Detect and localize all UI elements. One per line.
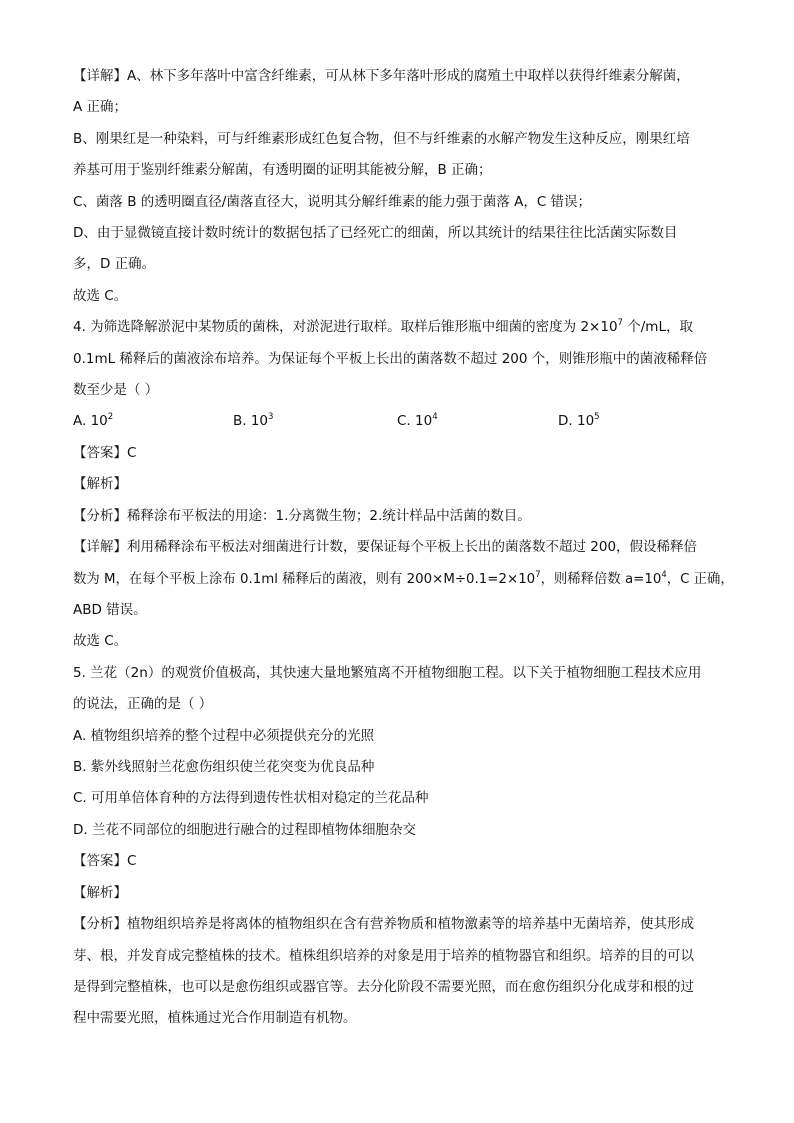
q5-analysis-line: 【分析】植物组织培养是将离体的植物组织在含有营养物质和植物激素等的培养基中无菌培养，使其形成 [73,916,694,932]
q5-option-b: B. 紫外线照射兰花愈伤组织使兰花突变为优良品种 [73,759,375,775]
text-line: D、由于显微镜直接计数时统计的数据包括了已经死亡的细菌，所以其统计的结果往往比活菌实际数目 [73,225,678,241]
q5-analysis-heading: 【解析】 [73,885,127,901]
question-5-stem-line: 的说法，正确的是（ ） [73,696,213,712]
text-line: 故选 C。 [73,288,128,304]
text-line: 【详解】A、林下多年落叶中富含纤维素，可从林下多年落叶形成的腐殖土中取样以获得纤维素分解菌， [73,68,690,84]
question-4-stem-line: 0.1mL 稀释后的菌液涂布培养。为保证每个平板上长出的菌落数不超过 200 个，则锥形瓶中的菌液稀释倍 [73,351,708,367]
q4-option-c: C. $10^4$ [397,411,438,429]
q5-option-c: C. 可用单倍体育种的方法得到遗传性状相对稳定的兰花品种 [73,790,429,806]
text-line: A 正确； [73,99,128,115]
question-4-stem-line: 数至少是（ ） [73,382,159,398]
text-line: B、刚果红是一种染料，可与纤维素形成红色复合物，但不与纤维素的水解产物发生这种反应，刚果红培 [73,131,690,147]
q4-choose: 故选 C。 [73,633,128,649]
q5-analysis-line: 是得到完整植株，也可以是愈伤组织或器官等。去分化阶段不需要光照，而在愈伤组织分化成芽和根的过 [73,979,694,995]
q4-detail-line: ABD 错误。 [73,602,147,618]
q4-text: 4. 为筛选降解淤泥中某物质的菌株，对淤泥进行取样。取样后锥形瓶中细菌的密度为 2×10 [73,319,618,335]
text-line: 养基可用于鉴别纤维素分解菌，有透明圈的证明其能被分解，B 正确； [73,162,492,178]
q5-answer: 【答案】C [73,853,137,869]
q5-option-d: D. 兰花不同部位的细胞进行融合的过程即植物体细胞杂交 [73,822,416,838]
q4-text: 个/mL，取 [622,319,693,335]
question-5-stem-line: 5. 兰花（2n）的观赏价值极高，其快速大量地繁殖离不开植物细胞工程。以下关于植物细胞工程技术应用 [73,665,702,681]
q4-analysis: 【分析】稀释涂布平板法的用途：1.分离微生物；2.统计样品中活菌的数目。 [73,508,531,524]
q4-detail-line: 【详解】利用稀释涂布平板法对细菌进行计数，要保证每个平板上长出的菌落数不超过 200，假设稀释倍 [73,539,698,555]
q4-answer: 【答案】C [73,445,137,461]
q5-option-a: A. 植物组织培养的整个过程中必须提供充分的光照 [73,728,375,744]
text-line: 多，D 正确。 [73,256,156,272]
q4-exponent: 7 [617,317,623,328]
q4-option-b: B. $10^3$ [233,411,274,429]
question-4-stem-line [73,318,693,336]
q5-analysis-line: 程中需要光照，植株通过光合作用制造有机物。 [73,1010,357,1026]
text-line: C、菌落 B 的透明圈直径/菌落直径大，说明其分解纤维素的能力强于菌落 A，C 错误； [73,194,592,210]
q4-option-d: D. $10^5$ [558,411,600,429]
q5-analysis-line: 芽、根，并发育成完整植株的技术。植株组织培养的对象是用于培养的植物器官和组织。培养的目的可以 [73,948,694,964]
q4-option-a: A. $10^2$ [73,411,114,429]
q4-analysis-heading: 【解析】 [73,476,127,492]
q4-detail-line: 数为 M，在每个平板上涂布 0.1ml 稀释后的菌液，则有 $200\times M\div 0.1=2\times 10^7$，则稀释倍数 $a=10^4$，C 正确， [73,569,734,587]
